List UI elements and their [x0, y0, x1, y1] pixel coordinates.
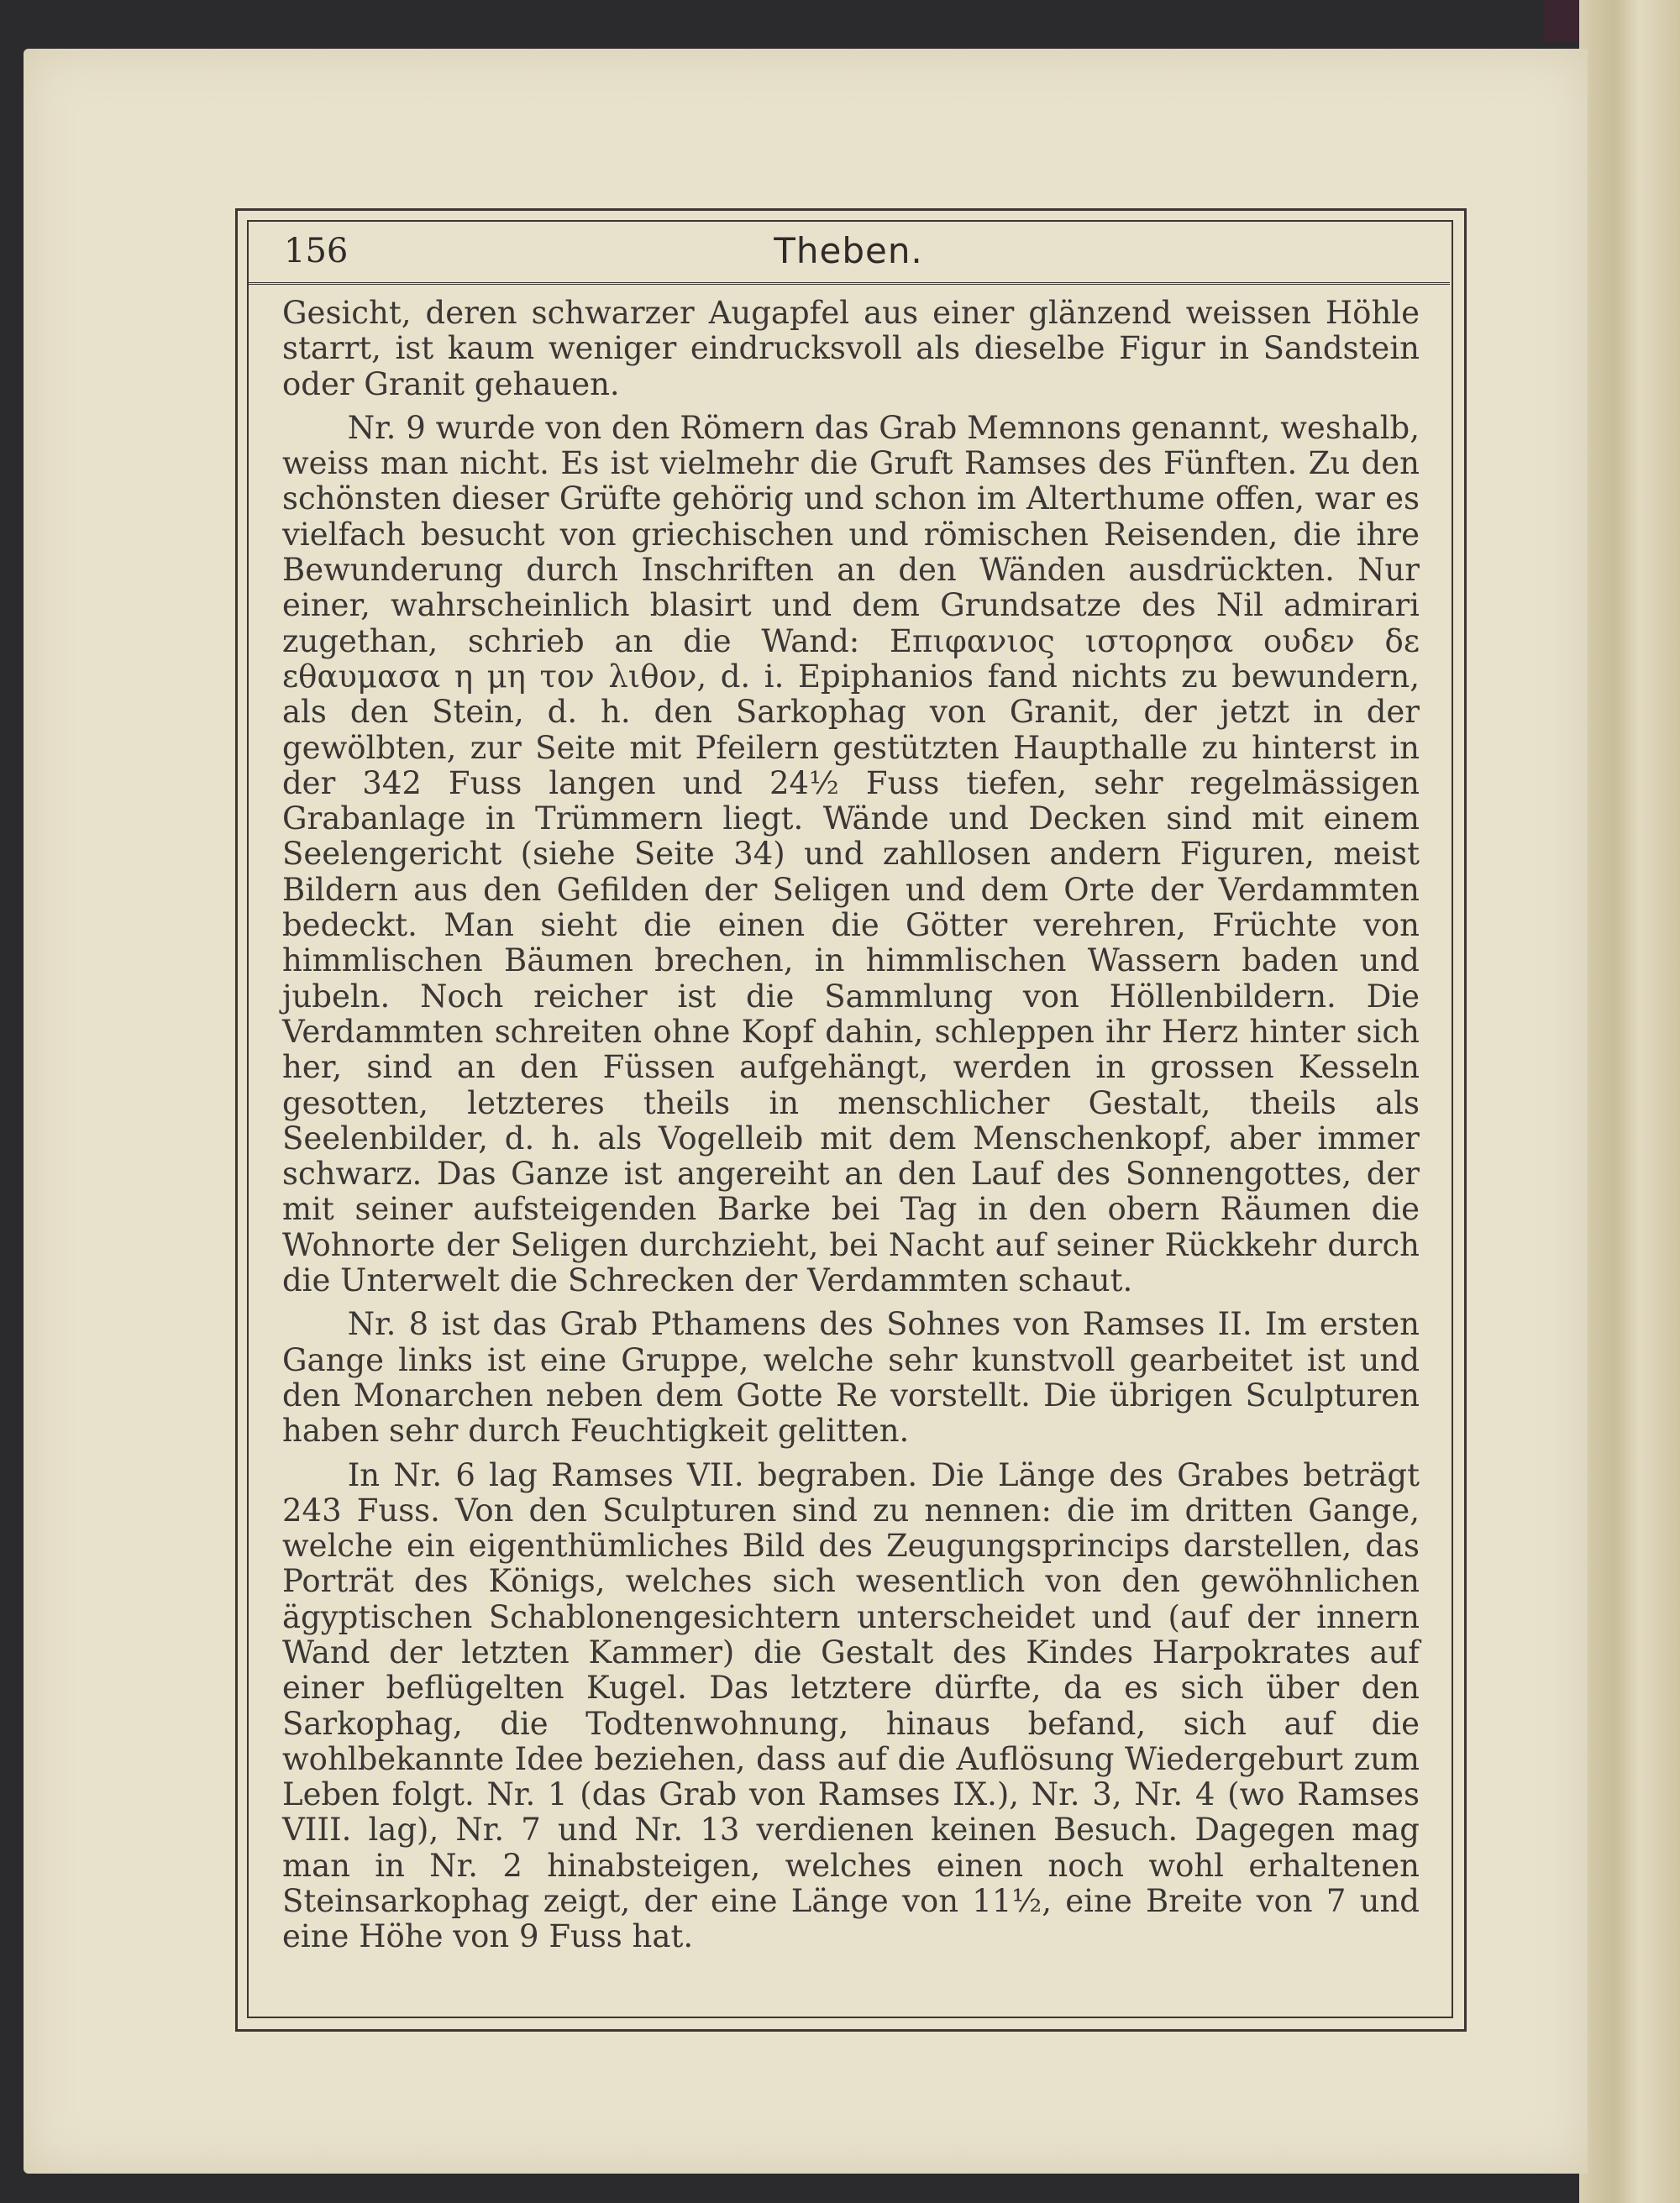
paragraph-4: In Nr. 6 lag Ramses VII. begraben. Die Länge des Grabes beträgt 243 Fuss. Von den Sculpturen sind zu nennen: die im dritten Gange, welche ein eigenthümliches Bild des Zeugungsprincips darstellen, das Porträt des Königs, welches sich wesentlich von den gewöhnlichen ägyptischen Schablonengesichtern unterscheidet und (auf der innern Wand der letzten Kammer) die Gestalt des Kindes Harpokrates auf einer beflügelten Kugel. Das letztere dürfte, da es sich über den Sarkophag, die Todtenwohnung, hinaus befand, sich auf die wohlbekannte Idee beziehen, dass auf die Auflösung Wiedergeburt zum Leben folgt. Nr. 1 (das Grab von Ramses IX.), Nr. 3, Nr. 4 (wo Ramses VIII. lag), Nr. 7 und Nr. 13 verdienen keinen Besuch. Dagegen mag man in Nr. 2 hinabsteigen, welches einen noch wohl erhaltenen Steinsarkophag zeigt, der eine Länge von 11½, eine Breite von 7 und eine Höhe von 9 Fuss hat. — [282, 1456, 1420, 1955]
running-title: Theben. — [774, 230, 923, 271]
page-number: 156 — [284, 232, 349, 270]
paragraph-3: Nr. 8 ist das Grab Pthamens des Sohnes von Ramses II. Im ersten Gange links ist eine Gruppe, welche sehr kunstvoll gearbeitet ist und den Monarchen neben dem Gotte Re vorstellt. Die übrigen Sculpturen haben sehr durch Feuchtigkeit gelitten. — [282, 1306, 1420, 1450]
paragraph-2: Nr. 9 wurde von den Römern das Grab Memnons genannt, weshalb, weiss man nicht. Es ist vielmehr die Gruft Ramses des Fünften. Zu den schönsten dieser Grüfte gehörig und schon im Alterthume offen, war es vielfach besucht von griechischen und römischen Reisenden, die ihre Bewunderung durch Inschriften an den Wänden ausdrückten. Nur einer, wahrscheinlich blasirt und dem Grundsatze des Nil admirari zugethan, schrieb an die Wand: Επιφανιος ιστορησα ουδεν δε εθαυμασα η μη τον λιθον, d. i. Epiphanios fand nichts zu bewundern, als den Stein, d. h. den Sarkophag von Granit, der jetzt in der gewölbten, zur Seite mit Pfeilern gestützten Haupthalle zu hinterst in der 342 Fuss langen und 24½ Fuss tiefen, sehr regelmässigen Grabanlage in Trümmern liegt. Wände und Decken sind mit einem Seelengericht (siehe Seite 34) und zahllosen andern Figuren, meist Bildern aus den Gefilden der Seligen und dem Orte der Verdammten bedeckt. Man sieht die einen die Götter verehren, Früchte von himmlischen Bäumen brechen, in himmlischen Wassern baden und jubeln. Noch reicher ist die Sammlung von Höllenbildern. Die Verdammten schreiten ohne Kopf dahin, schleppen ihr Herz hinter sich her, sind an den Füssen aufgehängt, werden in grossen Kesseln gesotten, letzteres theils in menschlicher Gestalt, theils als Seelenbilder, d. h. als Vogelleib mit dem Menschenkopf, aber immer schwarz. Das Ganze ist angereiht an den Lauf des Sonnengottes, der mit seiner aufsteigenden Barke bei Tag in den obern Räumen die Wohnorte der Seligen durchzieht, bei Nacht auf seiner Rückkehr durch die Unterwelt die Schrecken der Verdammten schaut. — [282, 409, 1420, 1299]
body-text — [282, 296, 1420, 1964]
page-header — [247, 220, 1450, 285]
book-gutter — [1579, 0, 1680, 2203]
paragraph-1: Gesicht, deren schwarzer Augapfel aus einer glänzend weissen Höhle starrt, ist kaum weniger eindrucksvoll als dieselbe Figur in Sandstein oder Granit gehauen. — [282, 295, 1420, 402]
